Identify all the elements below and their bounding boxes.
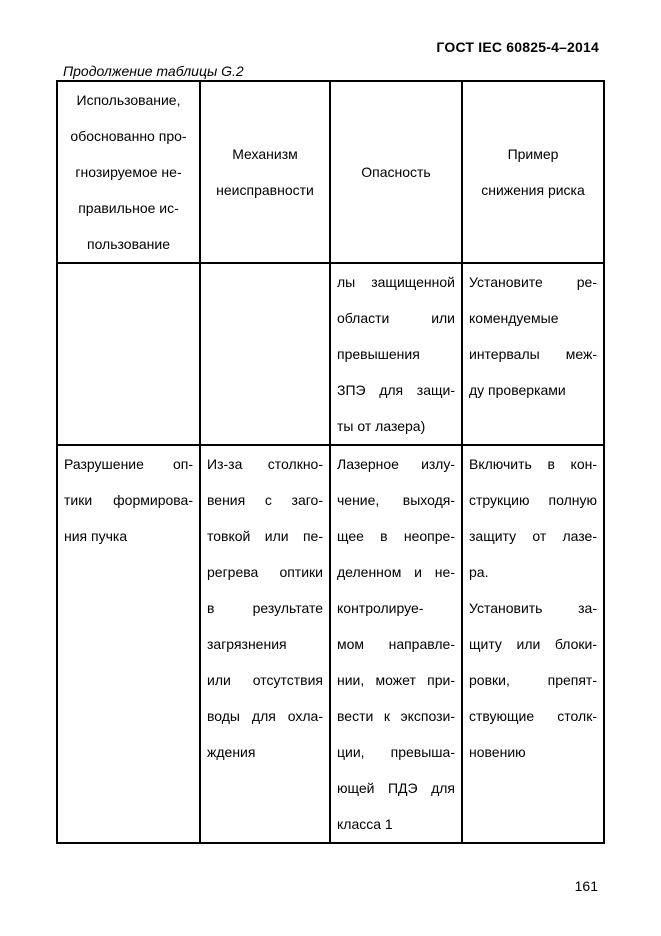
cell-line: ждения [207,744,256,760]
cell-line: щее в неопре- [337,528,455,544]
column-header-use [57,81,200,263]
cell-line: товкой или пе- [207,528,323,544]
cell-line: ющей ПДЭ для [337,780,455,796]
header-line: гнозируемое не- [75,164,182,180]
page-number: 161 [574,878,598,894]
header-line: неисправности [216,182,314,198]
table-row [57,445,604,843]
cell-line: регрева оптики [207,564,323,580]
cell-line: класса 1 [337,816,393,832]
cell-line: струкцию полную [469,492,597,508]
table-cell [330,445,462,843]
header-line: пользование [87,236,170,252]
cell-line: новению [469,744,526,760]
table-cell [57,263,200,445]
cell-line: чение, выходя- [337,492,455,508]
cell-line: воды для охла- [207,708,323,724]
cell-line: ствующие столк- [469,708,597,724]
cell-line: Разрушение оп- [64,456,193,472]
column-header-mechanism [200,81,330,263]
cell-line: Из-за столкно- [207,456,323,472]
cell-line: мом направле- [337,636,455,652]
cell-line: Включить в кон- [469,456,597,472]
cell-line: Установите ре- [469,274,597,290]
cell-line: превышения [337,346,420,362]
cell-line: Установить за- [469,600,597,616]
cell-line: деленном и не- [337,564,455,580]
cell-line: ду проверками [469,382,566,398]
table-cell [200,263,330,445]
table-cell [330,263,462,445]
cell-line: щиту или блоки- [469,636,597,652]
header-line: Использование, [76,92,181,108]
cell-line: ния пучка [64,528,128,544]
cell-line: вести к экспози- [337,708,455,724]
table-cell [57,445,200,843]
cell-line: Лазерное излу- [337,456,455,472]
column-header-mitigation [462,81,604,263]
table-caption: Продолжение таблицы G.2 [63,63,244,79]
header-line: Механизм [232,146,298,162]
table-cell [200,445,330,843]
column-header-hazard [330,81,462,263]
header-line: обоснованно про- [70,128,187,144]
table-cell [462,263,604,445]
document-code: ГОСТ IEC 60825-4–2014 [436,39,599,55]
cell-line: контролируе- [337,600,424,616]
cell-line: комендуемые [469,310,559,326]
header-line: снижения риска [481,182,585,198]
cell-line: защиту от лазе- [469,528,597,544]
cell-line: нии, может при- [337,672,455,688]
cell-line: в результате [207,600,323,616]
cell-line: ЗПЭ для защи- [337,382,455,398]
cell-line: ты от лазера) [337,418,426,434]
cell-line: или отсутствия [207,672,323,688]
cell-line: лы защищенной [337,274,455,290]
hazard-table [56,80,605,844]
header-line: правильное ис- [78,200,179,216]
cell-line: ровки, препят- [469,672,597,688]
header-line: Пример [507,146,559,162]
cell-line: интервалы меж- [469,346,597,362]
cell-line: вения с заго- [207,492,323,508]
cell-line: загрязнения [207,636,287,652]
cell-line: тики формирова- [64,492,193,508]
cell-line: области или [337,310,455,326]
table-cell [462,445,604,843]
cell-line: ра. [469,564,489,580]
table-header-row [57,81,604,263]
table-row [57,263,604,445]
header-line: Опасность [361,164,431,180]
cell-line: ции, превыша- [337,744,455,760]
